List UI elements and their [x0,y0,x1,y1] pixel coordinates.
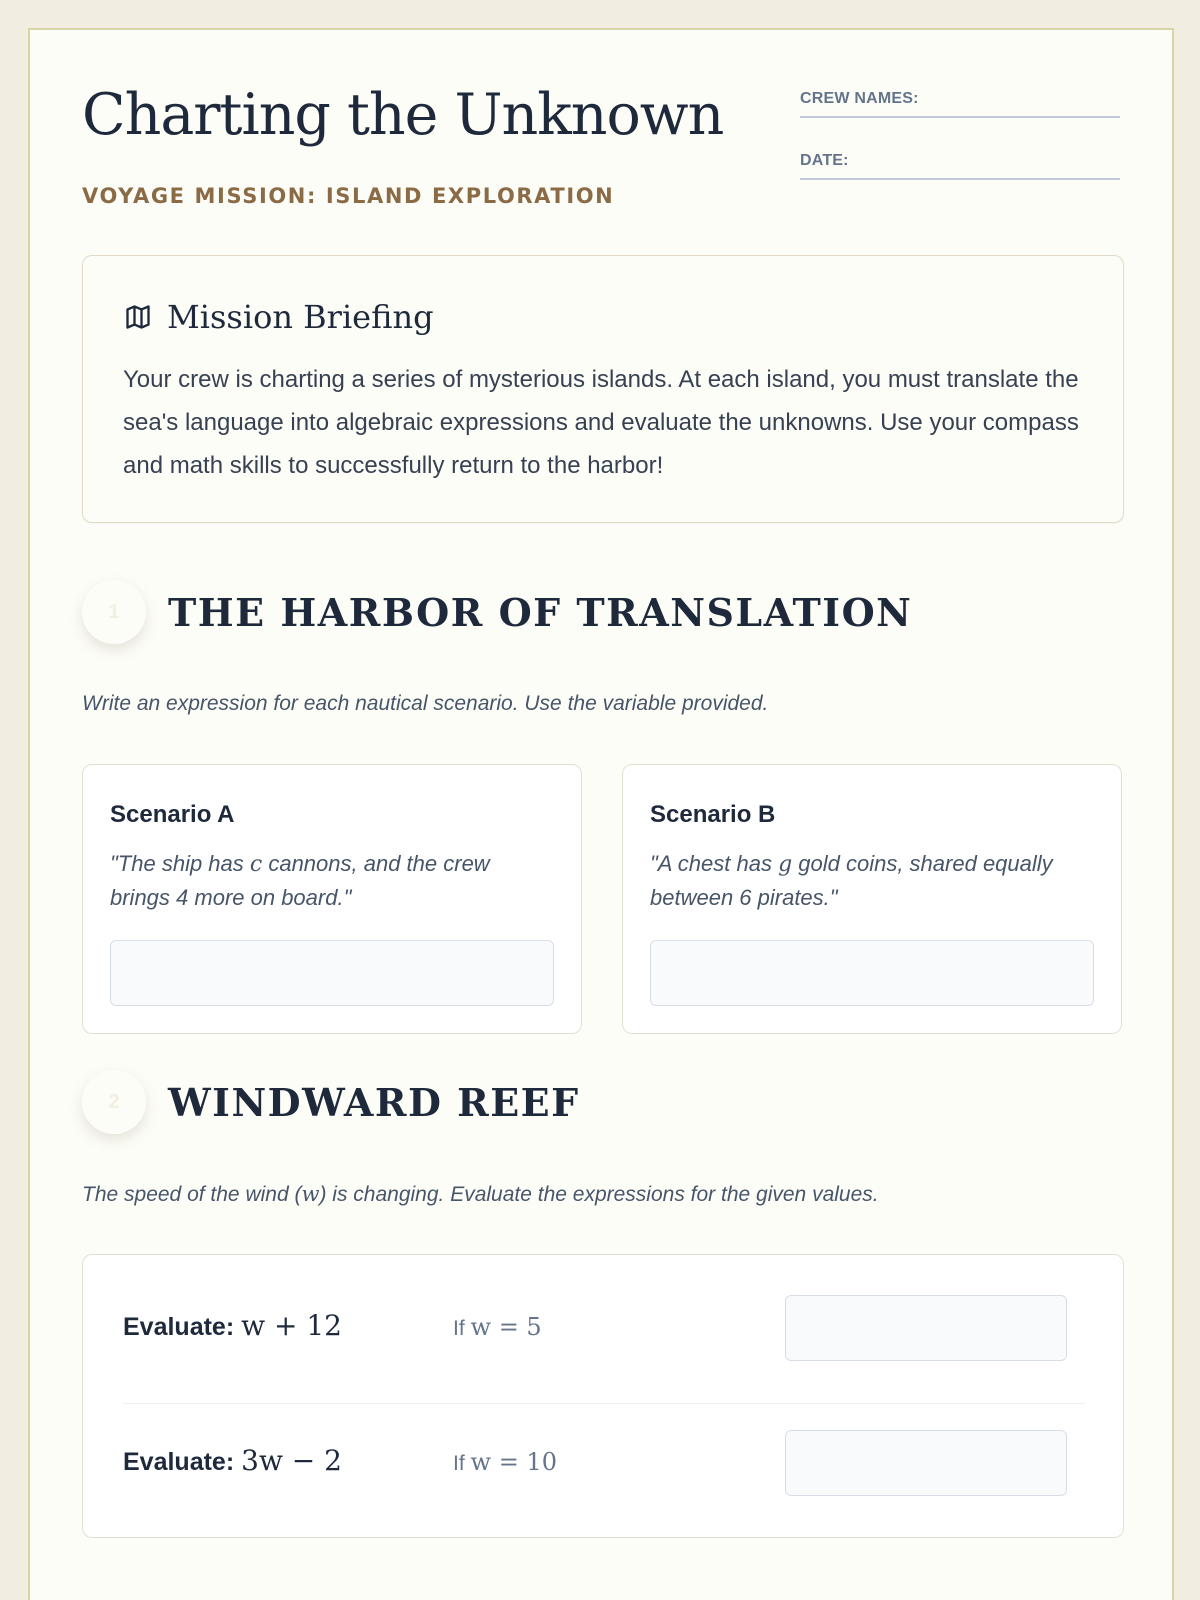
student-info [800,82,1120,206]
expression: w + 12 [241,1309,342,1342]
variable: c [249,852,263,877]
section-2-header [82,1070,580,1134]
crew-names-label: CREW NAMES: [800,90,919,107]
given-value: If w = 5 [453,1313,542,1341]
answer-input[interactable] [785,1430,1067,1496]
briefing-text: Your crew is charting a series of mysterious islands. At each island, you must translate the sea's language into algebraic expressions and evaluate the unknowns. Use your compass and math skills to successfully return to the harbor! [123,366,1079,479]
worksheet-page [28,28,1174,1600]
crew-names-field[interactable] [800,82,1120,144]
worksheet-header [82,82,1124,208]
answer-input[interactable] [110,940,554,1006]
section-number-badge: 1 [82,580,146,644]
date-line [800,178,1120,180]
answer-input[interactable] [785,1295,1067,1361]
date-field[interactable] [800,144,1120,206]
mission-briefing-card [82,255,1124,523]
briefing-header [123,298,434,336]
page-title: Charting the Unknown [82,82,724,148]
evaluation-card [82,1254,1124,1538]
evaluation-row [123,1295,1085,1361]
scenario-title: Scenario B [650,801,776,828]
map-icon [123,303,153,331]
evaluate-label: Evaluate: 3w − 2 [123,1444,342,1477]
section-instructions: Write an expression for each nautical scenario. Use the variable provided. [82,692,769,715]
briefing-title: Mission Briefing [167,298,434,336]
given-value: If w = 10 [453,1448,557,1476]
evaluate-label: Evaluate: w + 12 [123,1309,342,1342]
expression: 3w − 2 [241,1444,342,1477]
section-1-header [82,580,912,644]
scenario-card [82,764,582,1034]
page-subtitle: VOYAGE MISSION: ISLAND EXPLORATION [82,184,615,208]
scenario-card [622,764,1122,1034]
crew-names-line [800,116,1120,118]
section-instructions: The speed of the wind (w) is changing. Evaluate the expressions for the given values. [82,1182,879,1206]
scenario-text: "A chest has g gold coins, shared equally between 6 pirates." [650,851,1053,910]
section-title: THE HARBOR OF TRANSLATION [168,589,913,635]
answer-input[interactable] [650,940,1094,1006]
scenario-text: "The ship has c cannons, and the crew brings 4 more on board." [110,851,490,910]
scenario-title: Scenario A [110,801,235,828]
section-number-badge: 2 [82,1070,146,1134]
row-divider [123,1403,1085,1404]
variable: g [778,852,793,877]
date-label: DATE: [800,152,849,169]
section-title: WINDWARD REEF [168,1079,580,1125]
evaluation-row [123,1430,1085,1496]
